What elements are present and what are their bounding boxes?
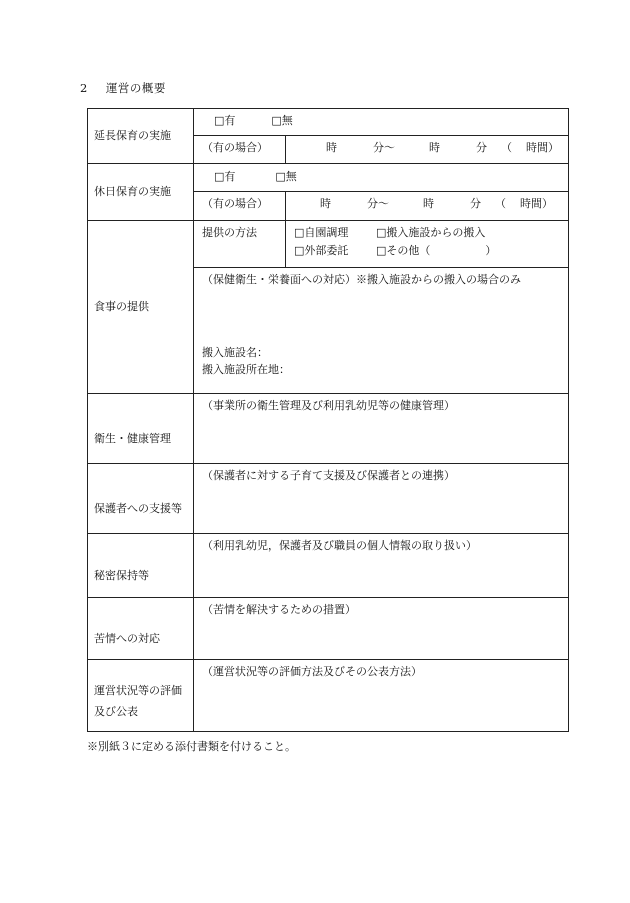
parent-support-label: [88, 464, 194, 534]
evaluation-label-line2: 及び公表: [94, 704, 138, 718]
meals-delivery-checkbox[interactable]: □搬入施設からの搬入: [376, 226, 486, 239]
extended-care-hour: 時: [326, 141, 337, 154]
extended-care-paren: （: [501, 141, 512, 154]
extended-care-condition-text: （有の場合）: [202, 141, 268, 154]
evaluation-label: [88, 660, 194, 732]
hygiene-field[interactable]: [194, 394, 569, 464]
complaints-label: [88, 598, 194, 660]
extended-care-time-field[interactable]: [286, 136, 569, 164]
holiday-care-options: [194, 164, 569, 192]
meals-self-checkbox[interactable]: □自園調理: [294, 226, 349, 239]
extended-care-no-checkbox[interactable]: □無: [271, 114, 293, 127]
parent-support-field[interactable]: [194, 464, 569, 534]
holiday-care-no-checkbox[interactable]: □無: [275, 170, 297, 183]
evaluation-note: （運営状況等の評価方法及びその公表方法）: [202, 665, 422, 678]
operation-overview-table: [87, 108, 569, 732]
holiday-care-time-field[interactable]: [286, 192, 569, 221]
holiday-care-condition-text: （有の場合）: [202, 197, 268, 210]
meals-outsource-checkbox[interactable]: □外部委託: [294, 243, 349, 257]
holiday-care-label: 休日保育の実施: [88, 164, 194, 221]
extended-care-label: 延長保育の実施: [88, 109, 194, 164]
holiday-care-yes-checkbox[interactable]: □有: [214, 170, 236, 183]
section-number: 2: [80, 81, 88, 95]
meals-label: 食事の提供: [88, 221, 194, 394]
extended-care-hours: 時間）: [526, 141, 559, 154]
section-title: 運営の概要: [105, 81, 166, 95]
footnote: ※別紙３に定める添付書類を付けること。: [87, 740, 296, 753]
hygiene-label-text: 衛生・健康管理: [94, 431, 171, 445]
meals-note-field[interactable]: [194, 268, 569, 394]
meals-facility-name: 搬入施設名：: [202, 345, 268, 359]
extended-care-min-from: 分～: [373, 141, 395, 154]
section-heading: [80, 80, 166, 96]
hygiene-note: （事業所の衛生管理及び利用乳幼児等の健康管理）: [202, 399, 455, 412]
confidentiality-label-text: 秘密保持等: [94, 568, 149, 582]
holiday-care-paren: （: [495, 197, 506, 210]
confidentiality-note: （利用乳幼児，保護者及び職員の個人情報の取り扱い）: [202, 539, 477, 552]
extended-care-yes-checkbox[interactable]: □有: [214, 114, 236, 127]
meals-method-options: [286, 221, 569, 268]
meals-method-label: 提供の方法: [202, 226, 257, 239]
parent-support-note: （保護者に対する子育て支援及び保護者との連携）: [202, 469, 455, 482]
parent-support-label-text: 保護者への支援等: [94, 501, 182, 515]
complaints-label-text: 苦情への対応: [94, 631, 160, 645]
confidentiality-label: [88, 534, 194, 598]
holiday-care-hour: 時: [320, 197, 331, 210]
holiday-care-condition: [194, 192, 286, 221]
meals-note: （保健衛生・栄養面への対応）※搬入施設からの搬入の場合のみ: [202, 273, 521, 286]
meals-other-checkbox[interactable]: □その他（ ）: [376, 243, 497, 257]
extended-care-condition: [194, 136, 286, 164]
extended-care-hour2: 時: [429, 141, 440, 154]
confidentiality-field[interactable]: [194, 534, 569, 598]
holiday-care-min-from: 分～: [367, 197, 389, 210]
evaluation-label-line1: 運営状況等の評価: [94, 683, 182, 697]
complaints-note: （苦情を解決するための措置）: [202, 603, 356, 616]
meals-method-cell: [194, 221, 286, 268]
complaints-field[interactable]: [194, 598, 569, 660]
evaluation-field[interactable]: [194, 660, 569, 732]
extended-care-options: [194, 109, 569, 136]
holiday-care-min2: 分: [470, 197, 481, 210]
holiday-care-hours: 時間）: [520, 197, 553, 210]
meals-facility-address: 搬入施設所在地：: [202, 363, 290, 377]
extended-care-min2: 分: [476, 141, 487, 154]
hygiene-label: [88, 394, 194, 464]
holiday-care-hour2: 時: [423, 197, 434, 210]
